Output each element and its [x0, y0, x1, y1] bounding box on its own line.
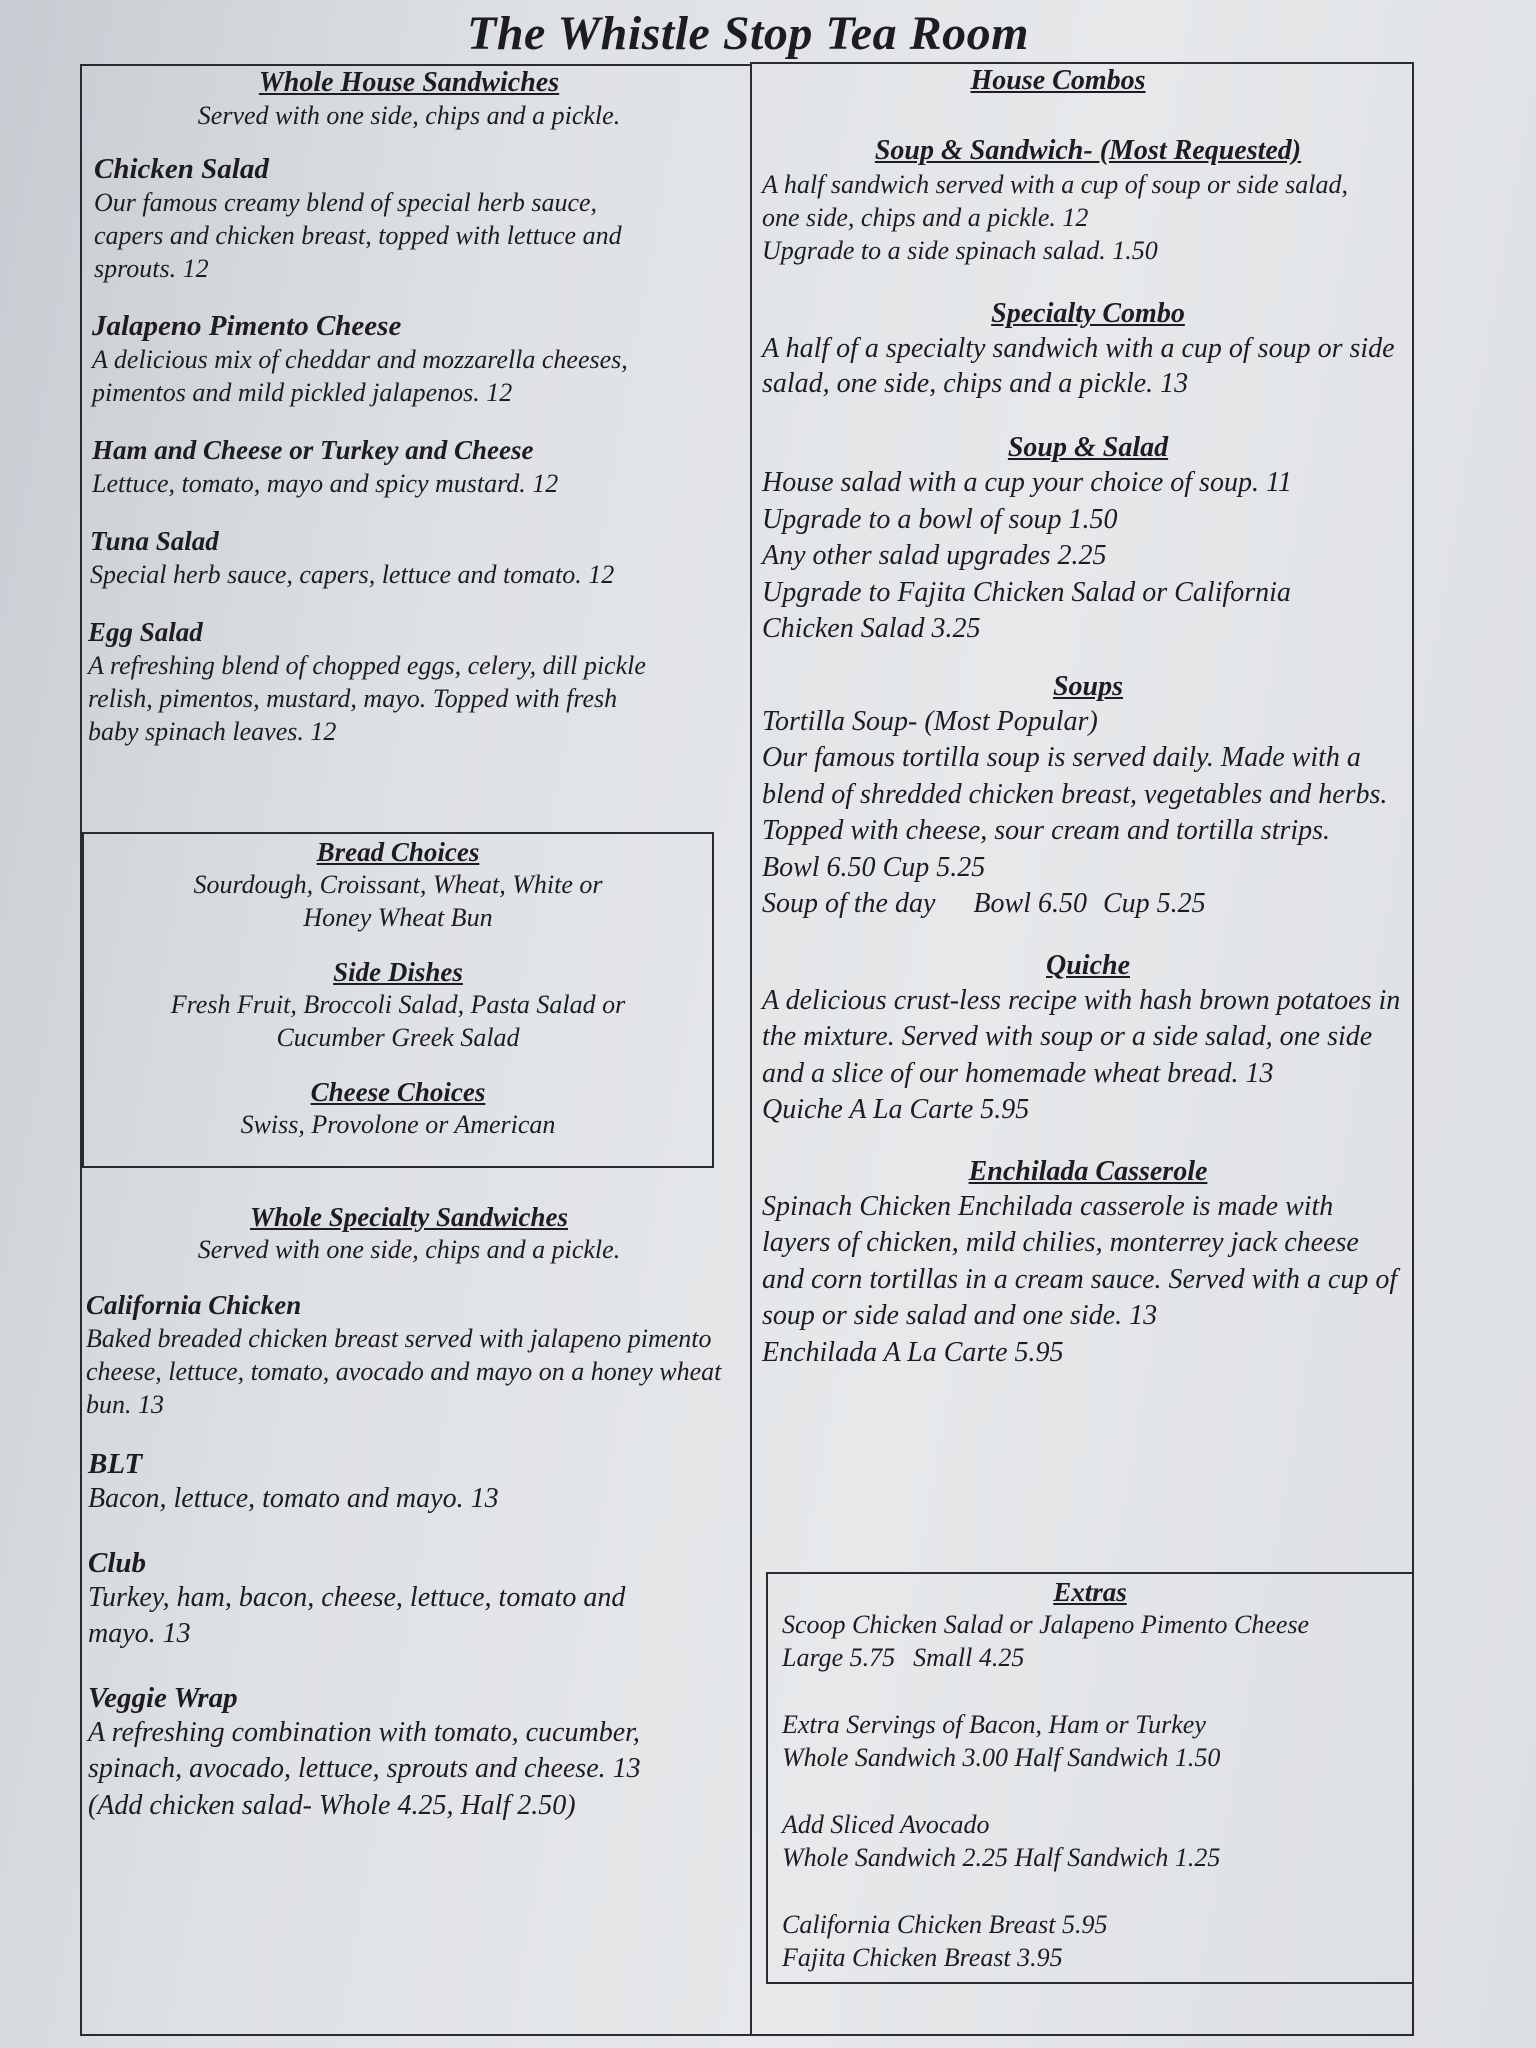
extras-scoop-prices	[782, 1641, 1412, 1674]
cheese-choices: Swiss, Provolone or American	[240, 1110, 556, 1139]
quiche-heading: Quiche	[1046, 949, 1130, 981]
soup-salad-line: Upgrade to Fajita Chicken Salad or California Chicken Salad 3.25	[762, 576, 1291, 644]
side-dishes: Fresh Fruit, Broccoli Salad, Pasta Salad or Cucumber Greek Salad	[170, 990, 626, 1052]
item-desc: Bacon, lettuce, tomato and mayo. 13	[88, 1483, 499, 1514]
item-name: Ham and Cheese or Turkey and Cheese	[92, 435, 534, 465]
enchilada-alacarte: Enchilada A La Carte 5.95	[762, 1336, 1064, 1368]
house-sandwiches-note: Served with one side, chips and a pickle.	[197, 101, 621, 130]
menu-item	[84, 309, 692, 409]
soup-salad-heading: Soup & Salad	[1007, 432, 1169, 463]
extras-scoop: Scoop Chicken Salad or Jalapeno Pimento Cheese	[782, 1610, 1310, 1639]
soup-salad-line: Upgrade to a bowl of soup 1.50	[762, 503, 1118, 535]
soup-salad-line: Any other salad upgrades 2.25	[762, 540, 1107, 571]
soup-day-bowl: Bowl 6.50	[973, 888, 1087, 919]
enchilada-desc: Spinach Chicken Enchilada casserole is made with layers of chicken, mild chilies, monterrey jack cheese and corn tortillas in a cream sauce. Served with a cup of soup or side salad and one side. 13	[762, 1190, 1398, 1331]
page-title: The Whistle Stop Tea Room	[467, 7, 1029, 60]
specialty-combo-heading: Specialty Combo	[991, 298, 1185, 329]
specialty-heading: Whole Specialty Sandwiches	[249, 1202, 568, 1232]
soup-salad-line: House salad with a cup your choice of soup. 11	[762, 467, 1292, 498]
soup-desc: Our famous tortilla soup is served daily. Made with a blend of shredded chicken breast, vegetables and herbs. Topped with cheese, sour cream and tortilla strips.	[762, 742, 1388, 846]
item-extra: (Add chicken salad- Whole 4.25, Half 2.50)	[88, 1789, 576, 1821]
item-name: Veggie Wrap	[88, 1681, 238, 1714]
scoop-small: Small 4.25	[913, 1643, 1025, 1672]
item-desc: Our famous creamy blend of special herb sauce, capers and chicken breast, topped with lettuce and sprouts. 12	[94, 188, 622, 283]
house-combos-heading: House Combos	[970, 65, 1146, 96]
menu-item	[84, 1681, 732, 1825]
specialty-note: Served with one side, chips and a pickle.	[197, 1235, 621, 1264]
extras-box	[766, 1572, 1414, 1984]
house-sandwiches-heading: Whole House Sandwiches	[258, 67, 560, 98]
extras-servings: Extra Servings of Bacon, Ham or Turkey	[782, 1710, 1206, 1739]
item-name: Club	[88, 1546, 147, 1579]
extras-servings-price: Whole Sandwich 3.00 Half Sandwich 1.50	[782, 1743, 1221, 1772]
item-desc: Lettuce, tomato, mayo and spicy mustard. 12	[92, 469, 559, 498]
item-desc: Baked breaded chicken breast served with jalapeno pimento cheese, lettuce, tomato, avocado and mayo on a honey wheat bun. 13	[86, 1324, 722, 1419]
menu-item	[84, 152, 654, 285]
extras-heading: Extras	[1053, 1577, 1127, 1607]
specialty-section	[84, 1200, 734, 1824]
extras-fajita: Fajita Chicken Breast 3.95	[782, 1943, 1063, 1972]
choices-box	[82, 832, 714, 1168]
menu-item	[84, 615, 668, 748]
item-desc: Special herb sauce, capers, lettuce and tomato. 12	[90, 560, 615, 589]
specialty-combo-desc: A half of a specialty sandwich with a cup of soup or side salad, one side, chips and a pickle. 13	[762, 333, 1395, 399]
bread-choices-heading: Bread Choices	[316, 837, 480, 867]
item-desc: Turkey, ham, bacon, cheese, lettuce, tomato and mayo. 13	[88, 1581, 626, 1649]
soup-prices: Bowl 6.50 Cup 5.25	[762, 851, 986, 883]
cheese-choices-heading: Cheese Choices	[310, 1077, 486, 1107]
item-name: Jalapeno Pimento Cheese	[92, 310, 402, 342]
menu-item	[84, 1447, 708, 1518]
scoop-large: Large 5.75	[782, 1643, 896, 1672]
extras-avocado: Add Sliced Avocado	[782, 1810, 990, 1839]
item-name: Tuna Salad	[90, 526, 219, 556]
item-name: California Chicken	[86, 1290, 302, 1320]
item-desc: A delicious mix of cheddar and mozzarella cheeses, pimentos and mild pickled jalapenos. 12	[92, 345, 628, 407]
menu-item	[84, 524, 710, 591]
extras-california: California Chicken Breast 5.95	[782, 1910, 1108, 1939]
soups-heading: Soups	[1052, 670, 1124, 702]
quiche-alacarte: Quiche A La Carte 5.95	[762, 1094, 1030, 1125]
enchilada-heading: Enchilada Casserole	[968, 1155, 1208, 1187]
quiche-desc: A delicious crust-less recipe with hash brown potatoes in the mixture. Served with soup or a side salad, one side and a slice of our homemade wheat bread. 13	[762, 984, 1401, 1089]
menu-item	[84, 433, 712, 500]
menu-item	[84, 1546, 688, 1653]
menu-item	[84, 1288, 726, 1421]
left-column	[84, 60, 734, 748]
item-desc: A refreshing combination with tomato, cucumber, spinach, avocado, lettuce, sprouts and cheese. 13	[88, 1716, 641, 1784]
item-name: Chicken Salad	[94, 153, 269, 185]
right-column	[758, 60, 1418, 1371]
item-name: BLT	[88, 1448, 143, 1480]
side-dishes-heading: Side Dishes	[333, 957, 463, 987]
bread-choices: Sourdough, Croissant, Wheat, White or Honey Wheat Bun	[193, 870, 603, 932]
soup-day-label: Soup of the day	[762, 888, 936, 919]
soup-sandwich-desc: A half sandwich served with a cup of soup or side salad, one side, chips and a pickle. 12	[762, 170, 1348, 232]
soup-day-cup: Cup 5.25	[1102, 888, 1206, 919]
item-name: Egg Salad	[88, 617, 203, 647]
extras-avocado-price: Whole Sandwich 2.25 Half Sandwich 1.25	[782, 1843, 1221, 1872]
soup-sandwich-upgrade: Upgrade to a side spinach salad. 1.50	[762, 236, 1158, 265]
soup-sandwich-heading: Soup & Sandwich- (Most Requested)	[874, 135, 1302, 166]
soup-of-the-day	[758, 886, 1418, 923]
item-desc: A refreshing blend of chopped eggs, celery, dill pickle relish, pimentos, mustard, mayo. Topped with fresh baby spinach leaves. 12	[88, 651, 646, 746]
soup-name: Tortilla Soup- (Most Popular)	[762, 705, 1098, 737]
